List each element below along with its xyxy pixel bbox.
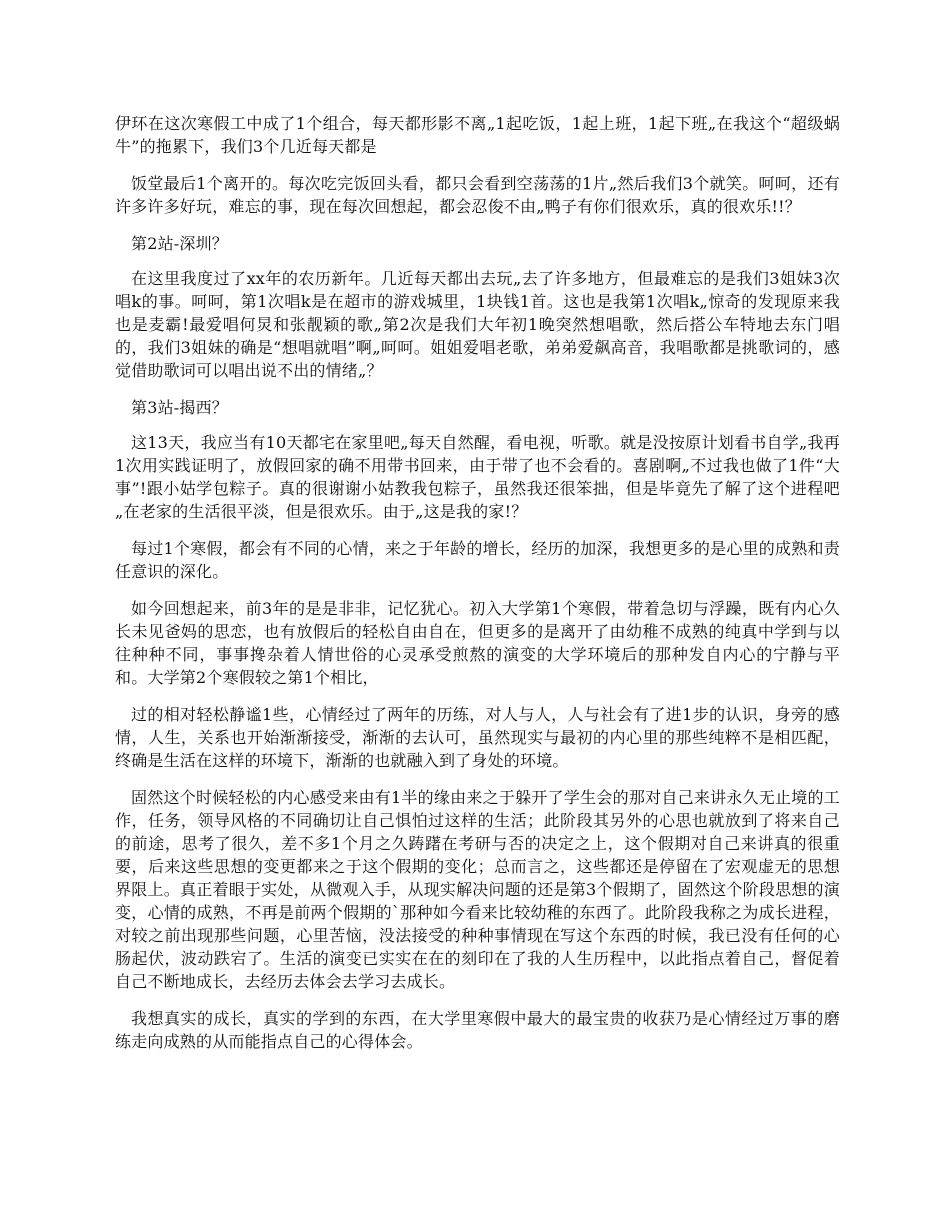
paragraph-reflection: 每过1个寒假，都会有不同的心情，来之于年龄的增长，经历的加深，我想更多的是心里的成熟和责任意识的深化。 (115, 539, 840, 581)
paragraph-recall: 如今回想起来，前3年的是是非非，记忆犹心。初入大学第1个寒假，带着急切与浮躁，既有内心久长未见爸妈的思恋，也有放假后的轻松自由自在，但更多的是离开了由幼稚不成熟的纯真中学到与以往种种不同，事事搀杂着人情世俗的心灵承受煎熬的演变的大学环境后的那种发自内心的宁静与平和。大学第2个寒假较之第1个相比， (115, 599, 840, 687)
paragraph-growth: 固然这个时候轻松的内心感受来由有1半的缘由来之于躲开了学生会的那对自己来讲永久无止境的工作，任务，领导风格的不同确切让自己惧怕过这样的生活；此阶段其另外的心思也就放到了将来自己的前途，思考了很久，差不多1个月之久踌躇在考研与否的决定之上，这个假期对自己来讲真的很重要，后来这些思想的变更都来之于这个假期的变化；总而言之，这些都还是停留在了宏观虚无的思想界限上。真正着眼于实处，从微观入手，从现实解决问题的还是第3个假期了，固然这个阶段思想的演变，心情的成熟，不再是前两个假期的`那种如今看来比较幼稚的东西了。此阶段我称之为成长进程，对较之前出现那些问题，心里苦恼，没法接受的种种事情现在写这个东西的时候，我已没有任何的心肠起伏，波动跌宕了。生活的演变已实实在在的刻印在了我的人生历程中，以此指点着自己，督促着自己不断地成长，去经历去体会去学习去成长。 (115, 788, 840, 991)
paragraph-intro: 伊环在这次寒假工中成了1个组合，每天都形影不离„1起吃饭，1起上班，1起下班„在我这个“超级蜗牛”的拖累下，我们3个几近每天都是 (115, 114, 840, 156)
paragraph-second-holiday: 过的相对轻松静谧1些，心情经过了两年的历练，对人与人，人与社会有了进1步的认识，身旁的感情，人生，关系也开始渐渐接受，渐渐的去认可，虽然现实与最初的内心里的那些纯粹不是相匹配，终确是生活在这样的环境下，渐渐的也就融入到了身处的环境。 (115, 705, 840, 770)
document-body (115, 112, 840, 1067)
section-heading-jiexi: 第3站-揭西？ (131, 398, 228, 417)
paragraph-shenzhen: 在这里我度过了xx年的农历新年。几近每天都出去玩„去了许多地方，但最难忘的是我们3姐妹3次唱k的事。呵呵，第1次唱k是在超市的游戏城里，1块钱1首。这也是我第1次唱k„惊奇的发现原来我也是麦霸!最爱唱何炅和张靓颖的歌„第2次是我们大年初1晚突然想唱歌，然后搭公车特地去东门唱的，我们3姐妹的确是“想唱就唱”啊„呵呵。姐姐爱唱老歌，弟弟爱飙高音，我唱歌都是挑歌词的，感觉借助歌词可以唱出说不出的情绪„？ (115, 269, 840, 380)
paragraph-jiexi: 这13天，我应当有10天都宅在家里吧„每天自然醒，看电视，听歌。就是没按原计划看书自学„我再1次用实践证明了，放假回家的确不用带书回来，由于带了也不会看的。喜剧啊„不过我也做了1件“大事”!跟小姑学包粽子。真的很谢谢小姑教我包粽子，虽然我还很笨拙，但是毕竟先了解了这个进程吧„在老家的生活很平淡，但是很欢乐。由于„这是我的家!？ (115, 433, 840, 521)
paragraph-canteen: 饭堂最后1个离开的。每次吃完饭回头看，都只会看到空荡荡的1片„然后我们3个就笑。呵呵，还有许多许多好玩，难忘的事，现在每次回想起，都会忍俊不由„鸭子有你们很欢乐，真的很欢乐!!？ (115, 174, 840, 216)
section-heading-shenzhen: 第2站-深圳？ (131, 234, 228, 253)
paragraph-conclusion: 我想真实的成长，真实的学到的东西，在大学里寒假中最大的最宝贵的收获乃是心情经过万事的磨练走向成熟的从而能指点自己的心得体会。 (115, 1009, 840, 1051)
